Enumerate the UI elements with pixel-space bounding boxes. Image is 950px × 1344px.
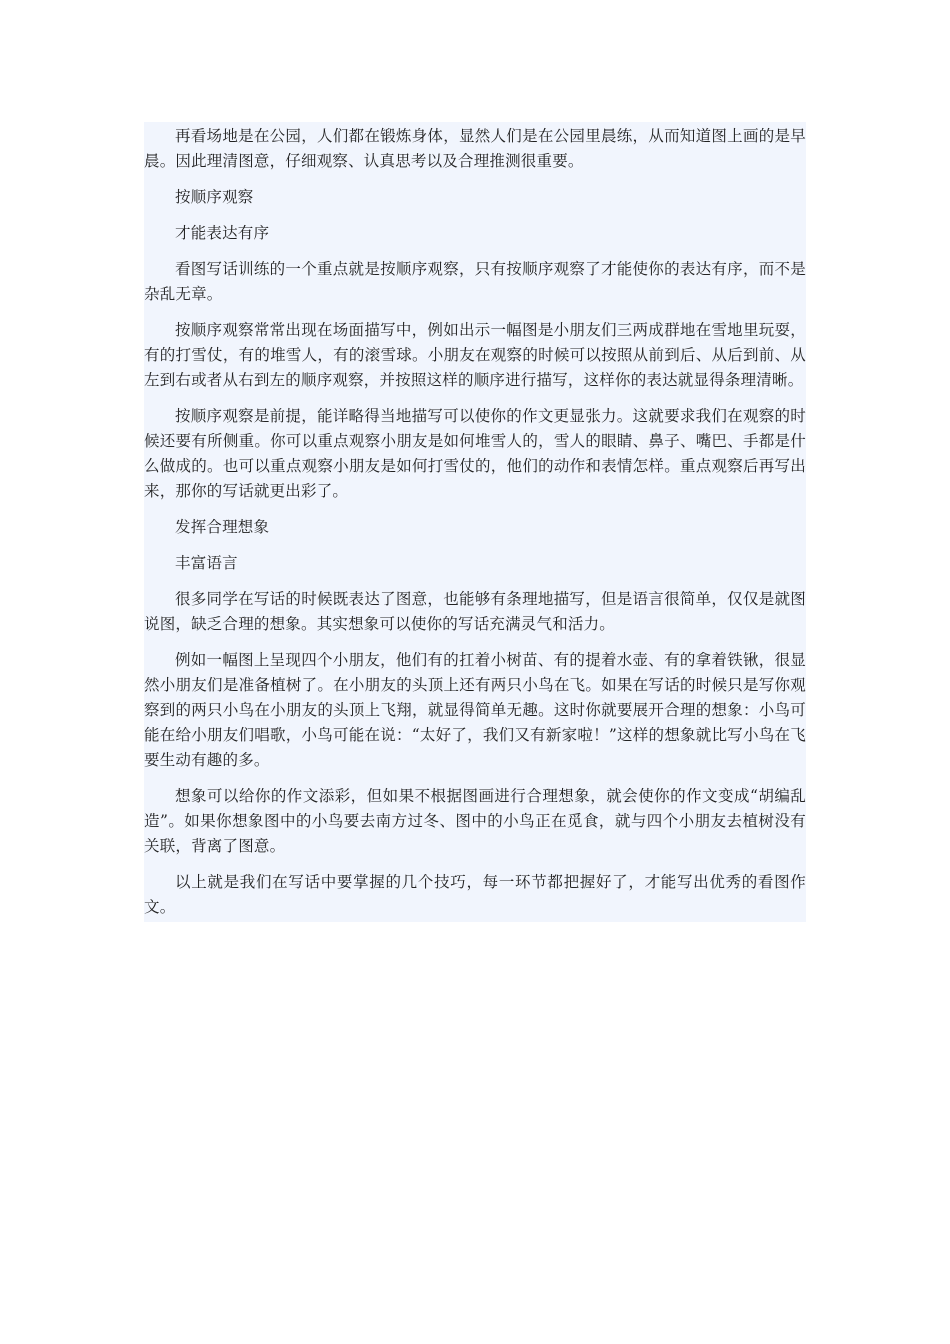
paragraph: 再看场地是在公园，人们都在锻炼身体，显然人们是在公园里晨练，从而知道图上画的是早晨。因此理清图意，仔细观察、认真思考以及合理推测很重要。 [144, 127, 806, 170]
paragraph: 以上就是我们在写话中要掌握的几个技巧，每一环节都把握好了，才能写出优秀的看图作文。 [144, 873, 806, 916]
paragraph: 看图写话训练的一个重点就是按顺序观察，只有按顺序观察了才能使你的表达有序，而不是杂乱无章。 [144, 260, 806, 303]
paragraph: 按顺序观察是前提，能详略得当地描写可以使你的作文更显张力。这就要求我们在观察的时候还要有所侧重。你可以重点观察小朋友是如何堆雪人的，雪人的眼睛、鼻子、嘴巴、手都是什么做成的。也可以重点观察小朋友是如何打雪仗的，他们的动作和表情怎样。重点观察后再写出来，那你的写话就更出彩了。 [144, 407, 806, 500]
section-heading: 发挥合理想象 [175, 518, 270, 536]
section-heading: 按顺序观察 [175, 188, 254, 206]
paragraph: 按顺序观察常常出现在场面描写中，例如出示一幅图是小朋友们三两成群地在雪地里玩耍，有的打雪仗，有的堆雪人，有的滚雪球。小朋友在观察的时候可以按照从前到后、从后到前、从左到右或者从右到左的顺序观察，并按照这样的顺序进行描写，这样你的表达就显得条理清晰。 [144, 321, 806, 389]
paragraph: 例如一幅图上呈现四个小朋友，他们有的扛着小树苗、有的提着水壶、有的拿着铁锹，很显然小朋友们是准备植树了。在小朋友的头顶上还有两只小鸟在飞。如果在写话的时候只是写你观察到的两只小鸟在小朋友的头顶上飞翔，就显得简单无趣。这时你就要展开合理的想象：小鸟可能在给小朋友们唱歌，小鸟可能在说：“太好了，我们又有新家啦！”这样的想象就比写小鸟在飞要生动有趣的多。 [144, 651, 806, 769]
section-heading: 才能表达有序 [175, 224, 270, 242]
paragraph: 很多同学在写话的时候既表达了图意，也能够有条理地描写，但是语言很简单，仅仅是就图说图，缺乏合理的想象。其实想象可以使你的写话充满灵气和活力。 [144, 590, 806, 633]
section-heading: 丰富语言 [175, 554, 238, 572]
article-body [144, 122, 806, 922]
paragraph: 想象可以给你的作文添彩，但如果不根据图画进行合理想象，就会使你的作文变成“胡编乱造”。如果你想象图中的小鸟要去南方过冬、图中的小鸟正在觅食，就与四个小朋友去植树没有关联，背离了图意。 [144, 787, 806, 855]
